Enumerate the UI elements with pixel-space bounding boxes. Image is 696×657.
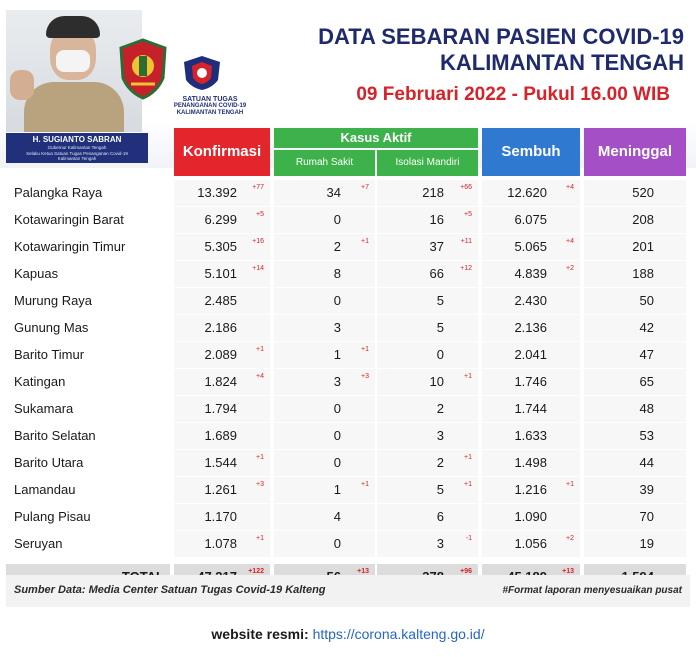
cell-sem <box>482 369 580 395</box>
governor-name-plate <box>6 133 148 163</box>
value-sem: 1.498 <box>514 455 547 470</box>
cell-men <box>584 396 686 422</box>
delta-rs: +1 <box>361 238 369 245</box>
delta-konf: +4 <box>256 373 264 380</box>
value-men: 208 <box>632 212 654 227</box>
photo-cap-shape <box>46 16 100 38</box>
value-men: 44 <box>639 455 654 470</box>
value-im: 5 <box>436 320 444 335</box>
delta-konf: +16 <box>252 238 264 245</box>
cell-men <box>584 504 686 530</box>
region-name: Barito Utara <box>14 455 84 470</box>
cell-sem <box>482 180 580 206</box>
cell-konf <box>174 288 270 314</box>
table-row <box>6 315 688 342</box>
value-sem: 2.136 <box>514 320 547 335</box>
value-rs: 0 <box>333 293 341 308</box>
cell-men <box>584 342 686 368</box>
cell-men <box>584 531 686 557</box>
cell-im <box>377 261 478 287</box>
value-sem: 12.620 <box>507 185 547 200</box>
delta-im: +12 <box>460 265 472 272</box>
cell-konf <box>174 531 270 557</box>
cell-im <box>377 369 478 395</box>
value-konf: 6.299 <box>204 212 237 227</box>
delta-rs: +13 <box>357 568 369 575</box>
value-men: 520 <box>632 185 654 200</box>
cell-men <box>584 450 686 476</box>
value-sem: 1.633 <box>514 428 547 443</box>
region-name: Palangka Raya <box>14 185 103 200</box>
col-header-sembuh: Sembuh <box>482 128 580 176</box>
delta-konf: +77 <box>252 184 264 191</box>
table-row <box>6 342 688 369</box>
region-name: Gunung Mas <box>14 320 89 335</box>
delta-im: +96 <box>460 568 472 575</box>
value-sem: 4.839 <box>514 266 547 281</box>
region-name: Barito Selatan <box>14 428 96 443</box>
satgas-line-1: SATUAN TUGAS <box>182 96 238 103</box>
delta-rs: +7 <box>361 184 369 191</box>
value-konf: 2.186 <box>204 320 237 335</box>
table-row <box>6 531 688 558</box>
value-konf: 1.544 <box>204 455 237 470</box>
cell-rs <box>274 288 375 314</box>
value-rs: 0 <box>333 536 341 551</box>
satgas-logo-icon <box>180 54 224 92</box>
value-sem: 6.075 <box>514 212 547 227</box>
col-header-meninggal: Meninggal <box>584 128 686 176</box>
value-rs: 3 <box>333 320 341 335</box>
satgas-label <box>168 96 252 116</box>
delta-sem: +1 <box>566 481 574 488</box>
cell-men <box>584 423 686 449</box>
value-im: 16 <box>429 212 444 227</box>
table-row <box>6 288 688 315</box>
delta-im: -1 <box>465 535 472 542</box>
delta-konf: +5 <box>256 211 264 218</box>
delta-konf: +3 <box>256 481 264 488</box>
cell-konf <box>174 396 270 422</box>
delta-rs: +1 <box>361 346 369 353</box>
table-row <box>6 477 688 504</box>
table-row <box>6 207 688 234</box>
delta-sem: +2 <box>566 535 574 542</box>
value-sem: 5.065 <box>514 239 547 254</box>
value-men: 65 <box>639 374 654 389</box>
title-line-2: KALIMANTAN TENGAH <box>439 50 684 75</box>
value-men: 48 <box>639 401 654 416</box>
value-im: 2 <box>436 455 444 470</box>
value-im: 218 <box>422 185 444 200</box>
value-im: 2 <box>436 401 444 416</box>
cell-rs <box>274 315 375 341</box>
delta-sem: +13 <box>562 568 574 575</box>
photo-body-shape <box>24 82 124 132</box>
value-men: 188 <box>632 266 654 281</box>
delta-im: +11 <box>460 238 472 245</box>
col-header-rumah-sakit: Rumah Sakit <box>274 150 375 176</box>
value-men: 201 <box>632 239 654 254</box>
cell-sem <box>482 423 580 449</box>
value-sem: 2.430 <box>514 293 547 308</box>
cell-rs <box>274 450 375 476</box>
value-rs: 3 <box>333 374 341 389</box>
governor-name: H. SUGIANTO SABRAN <box>32 135 122 144</box>
cell-men <box>584 234 686 260</box>
value-konf: 1.078 <box>204 536 237 551</box>
cell-im <box>377 531 478 557</box>
value-im: 5 <box>436 482 444 497</box>
value-konf: 1.794 <box>204 401 237 416</box>
value-im: 66 <box>429 266 444 281</box>
cell-sem <box>482 261 580 287</box>
table-row <box>6 180 688 207</box>
data-table <box>6 180 688 591</box>
website-label: website resmi: <box>211 626 309 642</box>
delta-sem: +4 <box>566 184 574 191</box>
cell-sem <box>482 288 580 314</box>
table-row <box>6 261 688 288</box>
data-source: Sumber Data: Media Center Satuan Tugas Covid-19 Kalteng <box>14 584 326 596</box>
value-men: 42 <box>639 320 654 335</box>
cell-im <box>377 288 478 314</box>
value-rs: 0 <box>333 455 341 470</box>
cell-men <box>584 477 686 503</box>
delta-im: +1 <box>464 481 472 488</box>
cell-konf <box>174 261 270 287</box>
col-header-isolasi-mandiri: Isolasi Mandiri <box>377 150 478 176</box>
cell-men <box>584 369 686 395</box>
table-row <box>6 234 688 261</box>
report-date: 09 Februari 2022 - Pukul 16.00 WIB <box>356 84 670 105</box>
value-konf: 1.170 <box>204 509 237 524</box>
delta-rs: +3 <box>361 373 369 380</box>
region-name: Katingan <box>14 374 66 389</box>
delta-sem: +4 <box>566 238 574 245</box>
delta-im: +1 <box>464 454 472 461</box>
value-sem: 1.216 <box>514 482 547 497</box>
value-rs: 1 <box>333 482 341 497</box>
cell-rs <box>274 369 375 395</box>
cell-konf <box>174 477 270 503</box>
value-rs: 0 <box>333 212 341 227</box>
cell-konf <box>174 369 270 395</box>
value-konf: 5.305 <box>204 239 237 254</box>
satgas-line-3: KALIMANTAN TENGAH <box>176 109 244 116</box>
region-name: Lamandau <box>14 482 76 497</box>
table-row <box>6 369 688 396</box>
governor-role-1: Gubernur Kalimantan Tengah <box>47 145 107 150</box>
cell-rs <box>274 207 375 233</box>
cell-rs <box>274 261 375 287</box>
region-name: Murung Raya <box>14 293 93 308</box>
value-rs: 8 <box>333 266 341 281</box>
value-men: 70 <box>639 509 654 524</box>
cell-sem <box>482 315 580 341</box>
cell-rs <box>274 180 375 206</box>
value-konf: 2.485 <box>204 293 237 308</box>
delta-konf: +14 <box>252 265 264 272</box>
value-konf: 13.392 <box>197 185 237 200</box>
value-sem: 1.056 <box>514 536 547 551</box>
region-name: Kapuas <box>14 266 59 281</box>
value-im: 3 <box>436 536 444 551</box>
value-konf: 2.089 <box>204 347 237 362</box>
region-name: Kotawaringin Barat <box>14 212 124 227</box>
website-line <box>0 626 696 642</box>
delta-rs: +1 <box>361 481 369 488</box>
cell-rs <box>274 234 375 260</box>
title-line-1: DATA SEBARAN PASIEN COVID-19 <box>318 24 684 49</box>
cell-sem <box>482 531 580 557</box>
governor-role-3: Kalimantan Tengah <box>57 156 97 161</box>
value-sem: 1.744 <box>514 401 547 416</box>
cell-im <box>377 180 478 206</box>
value-rs: 2 <box>333 239 341 254</box>
value-im: 0 <box>436 347 444 362</box>
cell-sem <box>482 477 580 503</box>
cell-im <box>377 450 478 476</box>
value-rs: 34 <box>326 185 341 200</box>
value-men: 47 <box>639 347 654 362</box>
delta-konf: +122 <box>248 568 264 575</box>
region-name: Sukamara <box>14 401 74 416</box>
region-name: Pulang Pisau <box>14 509 91 524</box>
col-header-konfirmasi: Konfirmasi <box>174 128 270 176</box>
cell-men <box>584 261 686 287</box>
delta-sem: +2 <box>566 265 574 272</box>
value-men: 53 <box>639 428 654 443</box>
province-emblem-icon <box>117 38 169 100</box>
table-row <box>6 423 688 450</box>
photo-mask-shape <box>56 50 90 72</box>
cell-rs <box>274 477 375 503</box>
region-name: Barito Timur <box>14 347 85 362</box>
value-rs: 4 <box>333 509 341 524</box>
value-im: 37 <box>429 239 444 254</box>
table-row <box>6 396 688 423</box>
cell-rs <box>274 423 375 449</box>
cell-men <box>584 315 686 341</box>
value-im: 5 <box>436 293 444 308</box>
cell-im <box>377 396 478 422</box>
cell-im <box>377 504 478 530</box>
photo-fist-shape <box>10 70 34 100</box>
format-note: #Format laporan menyesuaikan pusat <box>502 585 682 596</box>
col-header-kasus-aktif: Kasus Aktif <box>274 128 478 148</box>
cell-im <box>377 477 478 503</box>
region-name: Seruyan <box>14 536 63 551</box>
cell-rs <box>274 342 375 368</box>
value-im: 10 <box>429 374 444 389</box>
region-name: Kotawaringin Timur <box>14 239 126 254</box>
cell-im <box>377 342 478 368</box>
table-row <box>6 504 688 531</box>
cell-rs <box>274 396 375 422</box>
cell-men <box>584 207 686 233</box>
value-sem: 1.090 <box>514 509 547 524</box>
cell-sem <box>482 396 580 422</box>
delta-konf: +1 <box>256 346 264 353</box>
delta-konf: +1 <box>256 454 264 461</box>
value-konf: 5.101 <box>204 266 237 281</box>
value-sem: 2.041 <box>514 347 547 362</box>
value-konf: 1.261 <box>204 482 237 497</box>
delta-konf: +1 <box>256 535 264 542</box>
value-im: 6 <box>436 509 444 524</box>
satgas-line-2: PENANGANAN COVID-19 <box>173 103 247 110</box>
delta-im: +66 <box>460 184 472 191</box>
delta-im: +5 <box>464 211 472 218</box>
value-rs: 0 <box>333 401 341 416</box>
value-rs: 0 <box>333 428 341 443</box>
cell-men <box>584 288 686 314</box>
website-link[interactable]: https://corona.kalteng.go.id/ <box>312 626 485 642</box>
governor-role-2: Selaku Ketua Satuan Tugas Penanganan Covid-19 <box>26 150 128 156</box>
value-men: 39 <box>639 482 654 497</box>
cell-im <box>377 315 478 341</box>
cell-sem <box>482 342 580 368</box>
page-title <box>262 24 684 76</box>
value-im: 3 <box>436 428 444 443</box>
value-konf: 1.824 <box>204 374 237 389</box>
delta-im: +1 <box>464 373 472 380</box>
cell-rs <box>274 531 375 557</box>
table-row <box>6 450 688 477</box>
value-men: 19 <box>639 536 654 551</box>
cell-im <box>377 423 478 449</box>
value-rs: 1 <box>333 347 341 362</box>
cell-rs <box>274 504 375 530</box>
value-konf: 1.689 <box>204 428 237 443</box>
cell-men <box>584 180 686 206</box>
value-men: 50 <box>639 293 654 308</box>
value-sem: 1.746 <box>514 374 547 389</box>
